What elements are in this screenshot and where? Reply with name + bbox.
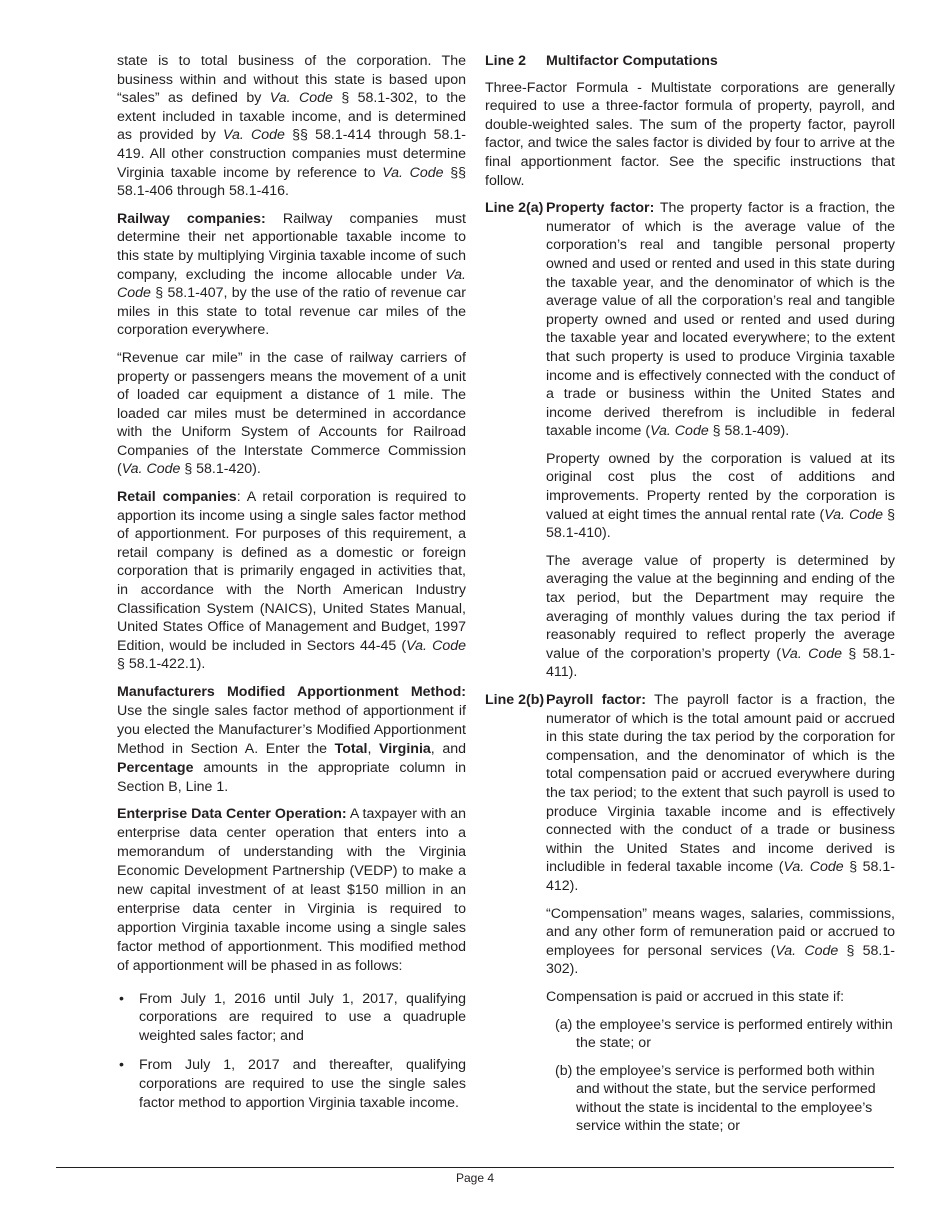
line2a-label: Line 2(a) xyxy=(485,200,544,217)
item-text: the employee’s service is performed entirely within the state; or xyxy=(576,1016,893,1052)
manufacturers-heading: Manufacturers Modified Apportionment Method: xyxy=(117,684,466,700)
property-owned-paragraph: Property owned by the corporation is valued at its original cost plus the cost of additions and improvements. Property rented by the corporation is valued at eight times the annual rental rate (Va. Code § 58.1-410). xyxy=(546,450,895,542)
construction-paragraph: state is to total business of the corporation. The business within and without this state is based upon “sales” as defined by Va. Code § 58.1-302, to the extent included in taxable income, and is determined as provided by Va. Code §§ 58.1-414 through 58.1-419. All other construction companies must determine Virginia taxable income by reference to Va. Code §§ 58.1-406 through 58.1-416. xyxy=(117,53,466,200)
enterprise-heading: Enterprise Data Center Operation: xyxy=(117,806,347,823)
line2b-section xyxy=(485,691,895,905)
manufacturers-paragraph: Manufacturers Modified Apportionment Method: Use the single sales factor method of apportionment if you elected the Manufacturer’s Modified Apportionment Method in Section A. Enter the Total, Virginia, and Percentage amounts in the appropriate column in Section B, Line 1. xyxy=(117,684,467,795)
item-text: the employee’s service is performed both within and without the state, but the service performed without the state is incidental to the employee’s service within the state; or xyxy=(576,1062,876,1135)
bullet-icon: • xyxy=(119,990,124,1007)
payroll-factor-heading: Payroll factor: xyxy=(546,692,646,708)
payroll-factor-paragraph: Payroll factor: The payroll factor is a fraction, the numerator of which is the total amount paid or accrued in this state during the tax period by the corporation for compensation, and the denominator of which is the total compensation paid or accrued everywhere during the tax period; to the extent that such payroll is used to produce Virginia taxable income and is effectively connected with the conduct of a trade or business within the United States and income derived is includible in federal taxable income (Va. Code § 58.1-412). xyxy=(546,692,895,894)
bullet-icon: • xyxy=(119,1057,124,1074)
compensation-definition-paragraph: “Compensation” means wages, salaries, commissions, and any other form of remuneration paid or accrued to employees for personal services (Va. Code § 58.1-302). xyxy=(546,905,895,978)
list-item xyxy=(555,1062,895,1136)
line2a-section xyxy=(485,199,895,450)
line2b-label: Line 2(b) xyxy=(485,692,545,708)
property-factor-heading: Property factor: xyxy=(546,200,655,217)
compensation-paid-paragraph: Compensation is paid or accrued in this state if: xyxy=(546,988,845,1005)
line2-label: Line 2 xyxy=(485,53,526,69)
left-column xyxy=(117,52,466,1123)
footer-divider xyxy=(56,1167,894,1168)
item-label: (a) xyxy=(555,1016,573,1033)
revenue-car-mile-paragraph: “Revenue car mile” in the case of railway carriers of property or passengers means the movement of a unit of loaded car equipment a distance of 1 mile. The loaded car miles must be determined in accordance with the Uniform System of Accounts for Railroad Companies of the Interstate Commerce Commission (Va. Code § 58.1-420). xyxy=(117,349,466,478)
railway-paragraph: Railway companies: Railway companies must determine their net apportionable taxable income to this state by multiplying Virginia taxable income of such company, excluding the income allocable under Va. Code § 58.1-407, by the use of the ratio of revenue car miles in this state to total revenue car miles of the corporation everywhere. xyxy=(117,210,466,339)
three-factor-paragraph: Three-Factor Formula - Multistate corporations are generally required to use a three-factor formula of property, payroll, and double-weighted sales. The sum of the property factor, payroll factor, and twice the sales factor is divided by four to arrive at the final apportionment factor. See the specific instructions that follow. xyxy=(485,79,895,189)
item-label: (b) xyxy=(555,1062,573,1079)
phase-in-list xyxy=(117,990,466,1113)
right-column xyxy=(485,52,895,1145)
list-item: • From July 1, 2016 until July 1, 2017, qualifying corporations are required to use a quadruple weighted sales factor; and xyxy=(119,990,466,1044)
list-item: • From July 1, 2017 and thereafter, qualifying corporations are required to use the single sales factor method to apportion Virginia taxable income. xyxy=(119,1057,466,1111)
line2-heading xyxy=(485,52,895,71)
property-factor-paragraph: Property factor: The property factor is a fraction, the numerator of which is the average value of the corporation’s real and tangible personal property owned and used or rented and used in this state during the taxable year, and the denominator of which is the average value of all the corporation’s real and tangible property owned and used or rented and used during the taxable year and located everywhere; to the extent that such property is used to produce Virginia taxable income and is effectively connected with the conduct of a trade or business within the United States and income derived therefrom is includible in federal taxable income (Va. Code § 58.1-409). xyxy=(546,200,895,440)
retail-paragraph: Retail companies: A retail corporation is required to apportion its income using a single sales factor method of apportionment. For purposes of this requirement, a retail company is defined as a domestic or foreign corporation that is primarily engaged in activities that, in accordance with the North American Industry Classification System (NAICS), United States Manual, United States Office of Management and Budget, 1997 Edition, would be included in Sectors 44-45 (Va. Code § 58.1-422.1). xyxy=(117,489,466,673)
page-number: Page 4 xyxy=(455,1171,495,1185)
enterprise-paragraph: Enterprise Data Center Operation: A taxpayer with an enterprise data center operation that enters into a memorandum of understanding with the Virginia Economic Development Partnership (VEDP) to make a new capital investment of at least $150 million in an enterprise data center in Virginia is required to apportion Virginia taxable income using a single sales factor method of apportionment. This modified method of apportionment will be phased in as follows: xyxy=(117,806,467,974)
list-item xyxy=(555,1016,895,1053)
retail-heading: Retail companies xyxy=(117,489,237,506)
railway-heading: Railway companies: xyxy=(117,210,266,227)
line2-title: Multifactor Computations xyxy=(546,53,718,69)
average-value-paragraph: The average value of property is determined by averaging the value at the beginning and ending of the tax period, but the Department may require the averaging of monthly values during the tax period if reasonably required to reflect properly the average value of the corporation’s property (Va. Code § 58.1-411). xyxy=(546,552,895,681)
